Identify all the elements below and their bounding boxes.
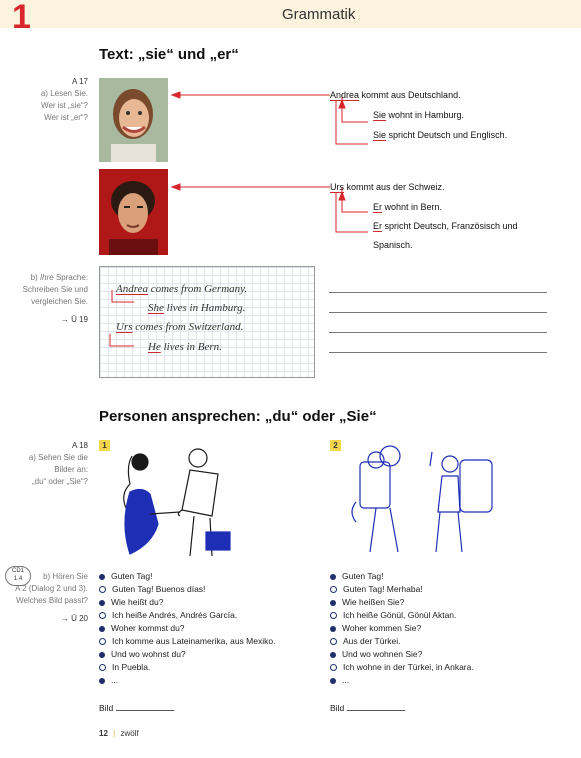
open-dot-icon bbox=[330, 586, 337, 593]
dialog-line bbox=[330, 635, 474, 648]
section2-title: Personen ansprechen: „du“ oder „Sie“ bbox=[99, 408, 377, 425]
side-line: Sprache: bbox=[53, 273, 88, 282]
filled-dot-icon bbox=[99, 652, 105, 658]
english-line bbox=[116, 321, 243, 333]
dialog-text: Guten Tag! Buenos días! bbox=[112, 584, 206, 594]
side-line: a) Lesen Sie. bbox=[40, 89, 88, 98]
section1-side-a bbox=[0, 76, 88, 124]
writing-line[interactable] bbox=[329, 332, 547, 333]
dialog-text: Woher kommen Sie? bbox=[342, 623, 422, 633]
filled-dot-icon bbox=[330, 574, 336, 580]
text-rest: spricht Deutsch und Englisch. bbox=[386, 130, 508, 140]
photo-andrea bbox=[99, 78, 168, 162]
dialog-2 bbox=[330, 570, 474, 687]
side-line: Bilder an: bbox=[54, 465, 88, 474]
filled-dot-icon bbox=[330, 626, 336, 632]
exercise-code: A 18 bbox=[71, 441, 88, 450]
dialog-text: Wie heißt du? bbox=[111, 597, 164, 607]
text-rest: kommt aus Deutschland. bbox=[359, 90, 461, 100]
text-rest: spricht Deutsch, Französisch und bbox=[382, 221, 518, 231]
open-dot-icon bbox=[99, 638, 106, 645]
dialog-line bbox=[99, 609, 275, 622]
pronoun: Er bbox=[373, 221, 382, 231]
dialog-text: In Puebla. bbox=[112, 662, 151, 672]
dialog-line bbox=[330, 674, 474, 687]
cd-label: CD1 bbox=[11, 568, 24, 574]
open-dot-icon bbox=[99, 586, 106, 593]
side-italic: Ihre bbox=[39, 273, 54, 282]
writing-line[interactable] bbox=[329, 292, 547, 293]
page-number: 12 bbox=[99, 729, 108, 738]
section1-title: Text: „sie“ und „er“ bbox=[99, 46, 239, 63]
open-dot-icon bbox=[330, 638, 337, 645]
filled-dot-icon bbox=[330, 678, 336, 684]
text-rest: wohnt in Bern. bbox=[382, 202, 443, 212]
dialog-line bbox=[99, 622, 275, 635]
dialog-text: Und wo wohnen Sie? bbox=[342, 649, 423, 659]
filled-dot-icon bbox=[330, 600, 336, 606]
side-line: a) Sehen Sie die bbox=[28, 453, 88, 462]
filled-dot-icon bbox=[99, 678, 105, 684]
dialog-line bbox=[330, 570, 474, 583]
side-prefix: b) bbox=[30, 273, 40, 282]
english-rest: comes from Switzerland. bbox=[132, 321, 244, 333]
english-subject: Urs bbox=[116, 321, 133, 333]
reference-arrows bbox=[168, 80, 368, 260]
header-title: Grammatik bbox=[282, 6, 356, 23]
hikers-illustration bbox=[346, 442, 516, 562]
section2-side-a bbox=[0, 440, 88, 488]
dialog-text: Guten Tag! bbox=[111, 571, 153, 581]
side-line: „du“ oder „Sie“? bbox=[31, 477, 88, 486]
man-portrait-icon bbox=[99, 169, 168, 255]
dialog-line bbox=[330, 609, 474, 622]
english-rest: lives in Hamburg. bbox=[163, 302, 246, 314]
dialog-text: ... bbox=[342, 675, 350, 685]
handshake-illustration bbox=[110, 440, 250, 562]
english-line bbox=[148, 341, 222, 353]
open-dot-icon bbox=[330, 664, 337, 671]
open-dot-icon bbox=[99, 612, 106, 619]
urs-line4: Spanisch. bbox=[373, 240, 413, 250]
dialog-line bbox=[99, 583, 275, 596]
photo-urs bbox=[99, 169, 168, 255]
english-rest: comes from Germany. bbox=[147, 283, 248, 295]
bild-answer-2[interactable] bbox=[330, 702, 405, 713]
dialog-text: Woher kommst du? bbox=[111, 623, 185, 633]
dialog-line bbox=[330, 583, 474, 596]
section2-side-b bbox=[0, 571, 88, 625]
dialog-text: Ich komme aus Lateinamerika, aus Mexiko. bbox=[112, 636, 276, 646]
side-line: Welches Bild passt? bbox=[16, 596, 88, 605]
dialog-text: Guten Tag! Merhaba! bbox=[343, 584, 423, 594]
writing-line[interactable] bbox=[329, 312, 547, 313]
dialog-line bbox=[99, 635, 275, 648]
dialog-line bbox=[330, 622, 474, 635]
dialog-text: ... bbox=[111, 675, 119, 685]
open-dot-icon bbox=[330, 612, 337, 619]
urs-line1 bbox=[330, 182, 445, 192]
side-line: b) Hören Sie bbox=[43, 572, 88, 581]
text-rest: kommt aus der Schweiz. bbox=[344, 182, 445, 192]
urs-line2 bbox=[373, 202, 442, 212]
pronoun: Er bbox=[373, 202, 382, 212]
picture-badge-2: 2 bbox=[330, 440, 341, 451]
dialog-text: Guten Tag! bbox=[342, 571, 384, 581]
filled-dot-icon bbox=[330, 652, 336, 658]
dialog-line bbox=[330, 661, 474, 674]
english-line bbox=[116, 283, 247, 295]
dialog-line bbox=[330, 596, 474, 609]
dialog-line bbox=[330, 648, 474, 661]
dialog-1 bbox=[99, 570, 275, 687]
chapter-number: 1 bbox=[12, 0, 31, 36]
cd-track-number: 1.4 bbox=[13, 576, 23, 582]
filled-dot-icon bbox=[99, 626, 105, 632]
dialog-text: Ich heiße Gönül, Gönül Aktan. bbox=[343, 610, 457, 620]
dialog-line bbox=[99, 570, 275, 583]
picture-badge-1: 1 bbox=[99, 440, 110, 451]
open-dot-icon bbox=[99, 664, 106, 671]
side-line: Schreiben Sie und bbox=[22, 285, 88, 294]
bild-label: Bild bbox=[99, 703, 114, 713]
exercise-ref: → Ü 20 bbox=[60, 614, 88, 623]
dialog-text: Und wo wohnst du? bbox=[111, 649, 186, 659]
andrea-line2 bbox=[373, 110, 464, 120]
english-line bbox=[148, 302, 245, 314]
filled-dot-icon bbox=[99, 574, 105, 580]
dialog-text: Aus der Türkei. bbox=[343, 636, 401, 646]
andrea-name: Andrea bbox=[330, 90, 360, 100]
dialog-text: Ich wohne in der Türkei, in Ankara. bbox=[343, 662, 474, 672]
bild-label: Bild bbox=[330, 703, 345, 713]
bild-answer-1[interactable] bbox=[99, 702, 174, 713]
english-subject: Andrea bbox=[116, 283, 148, 295]
side-line: Wer ist „er“? bbox=[44, 113, 88, 122]
pronoun: Sie bbox=[373, 130, 387, 140]
dialog-text: Wie heißen Sie? bbox=[342, 597, 405, 607]
andrea-line3 bbox=[373, 130, 507, 140]
exercise-code: A 17 bbox=[71, 77, 88, 86]
dialog-text: Ich heiße Andrés, Andrés García. bbox=[112, 610, 238, 620]
side-line: Wer ist „sie“? bbox=[41, 101, 88, 110]
writing-line[interactable] bbox=[329, 352, 547, 353]
urs-name: Urs bbox=[330, 182, 344, 192]
page-word: zwölf bbox=[120, 729, 139, 738]
woman-portrait-icon bbox=[99, 78, 168, 162]
dialog-line bbox=[99, 661, 275, 674]
text-rest: wohnt in Hamburg. bbox=[386, 110, 465, 120]
filled-dot-icon bbox=[99, 600, 105, 606]
section1-side-b bbox=[0, 272, 88, 326]
side-line: vergleichen Sie. bbox=[31, 297, 88, 306]
dialog-line bbox=[99, 596, 275, 609]
bild-blank[interactable] bbox=[116, 702, 174, 711]
english-subject: She bbox=[148, 302, 164, 314]
side-line: A 2 (Dialog 2 und 3). bbox=[15, 584, 88, 593]
exercise-ref: → Ü 19 bbox=[60, 315, 88, 324]
english-subject: He bbox=[148, 341, 161, 353]
dialog-line bbox=[99, 674, 275, 687]
andrea-line1 bbox=[330, 90, 461, 100]
bild-blank[interactable] bbox=[347, 702, 405, 711]
pronoun: Sie bbox=[373, 110, 387, 120]
urs-line3 bbox=[373, 221, 518, 231]
english-rest: lives in Bern. bbox=[160, 341, 222, 353]
page-footer: 12 | zwölf bbox=[99, 729, 139, 738]
dialog-line bbox=[99, 648, 275, 661]
